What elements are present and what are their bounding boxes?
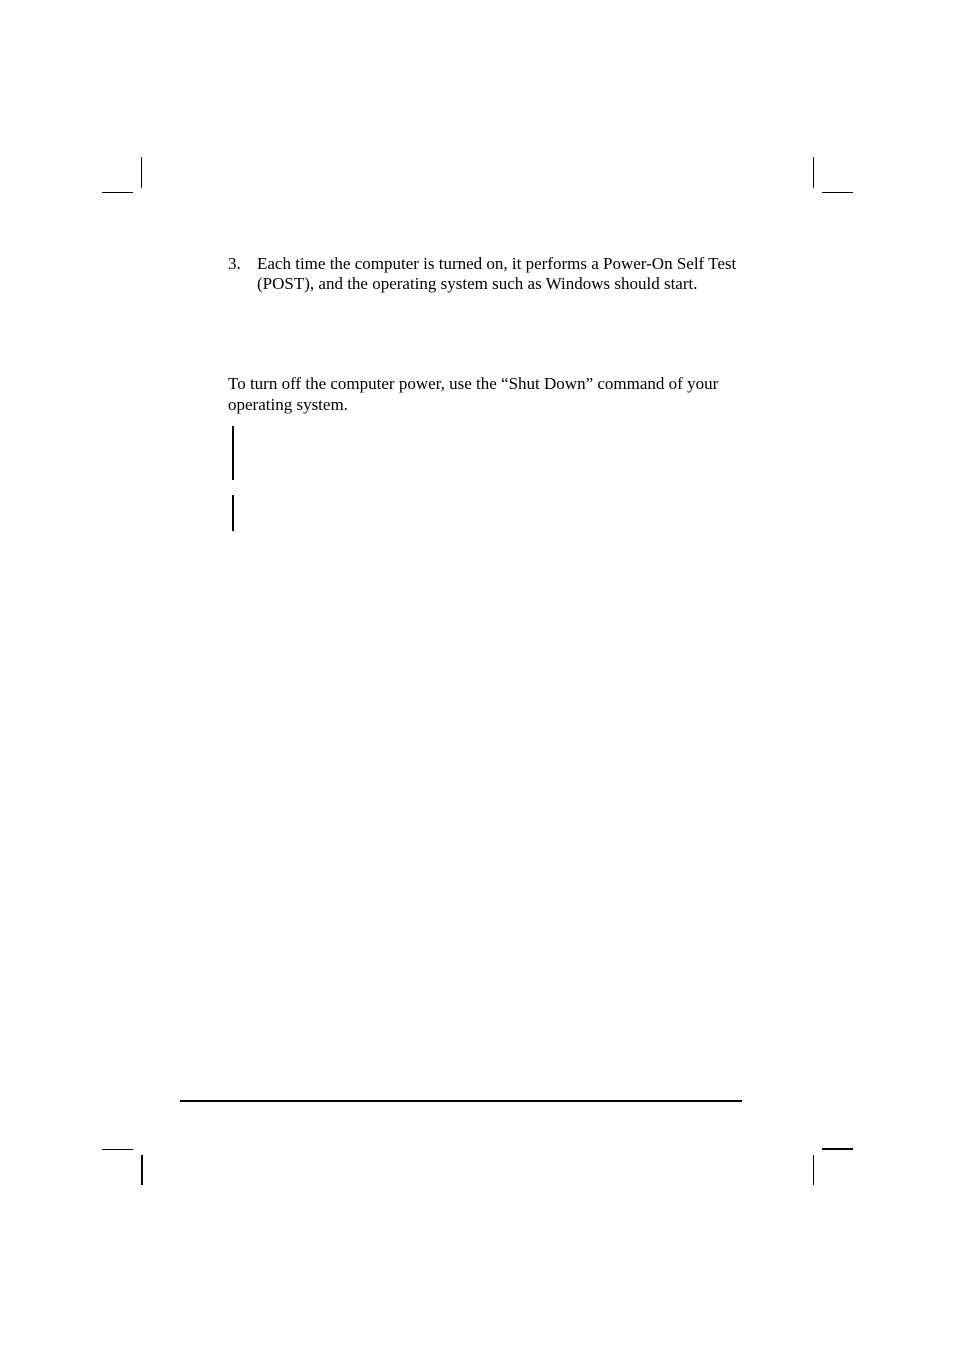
crop-mark-bottom-left-horizontal: [102, 1149, 133, 1150]
crop-mark-bottom-left-vertical: [141, 1155, 143, 1185]
change-bar-lower: [232, 495, 234, 531]
change-bar-upper: [232, 426, 234, 480]
shutdown-paragraph: To turn off the computer power, use the “Shut Down” command of your operating system.: [228, 374, 719, 414]
list-item-text: Each time the computer is turned on, it performs a Power-On Self Test (POST), and the operating system such as Windows should start.: [257, 254, 737, 293]
list-number: 3.: [228, 254, 241, 273]
crop-mark-top-right-horizontal: [822, 192, 853, 193]
footer-rule: [180, 1100, 742, 1102]
crop-mark-top-left-horizontal: [102, 192, 133, 193]
crop-mark-bottom-right-vertical: [813, 1155, 814, 1185]
crop-mark-top-left-vertical: [141, 157, 142, 188]
crop-mark-bottom-right-horizontal: [822, 1148, 853, 1150]
crop-mark-top-right-vertical: [813, 157, 814, 188]
